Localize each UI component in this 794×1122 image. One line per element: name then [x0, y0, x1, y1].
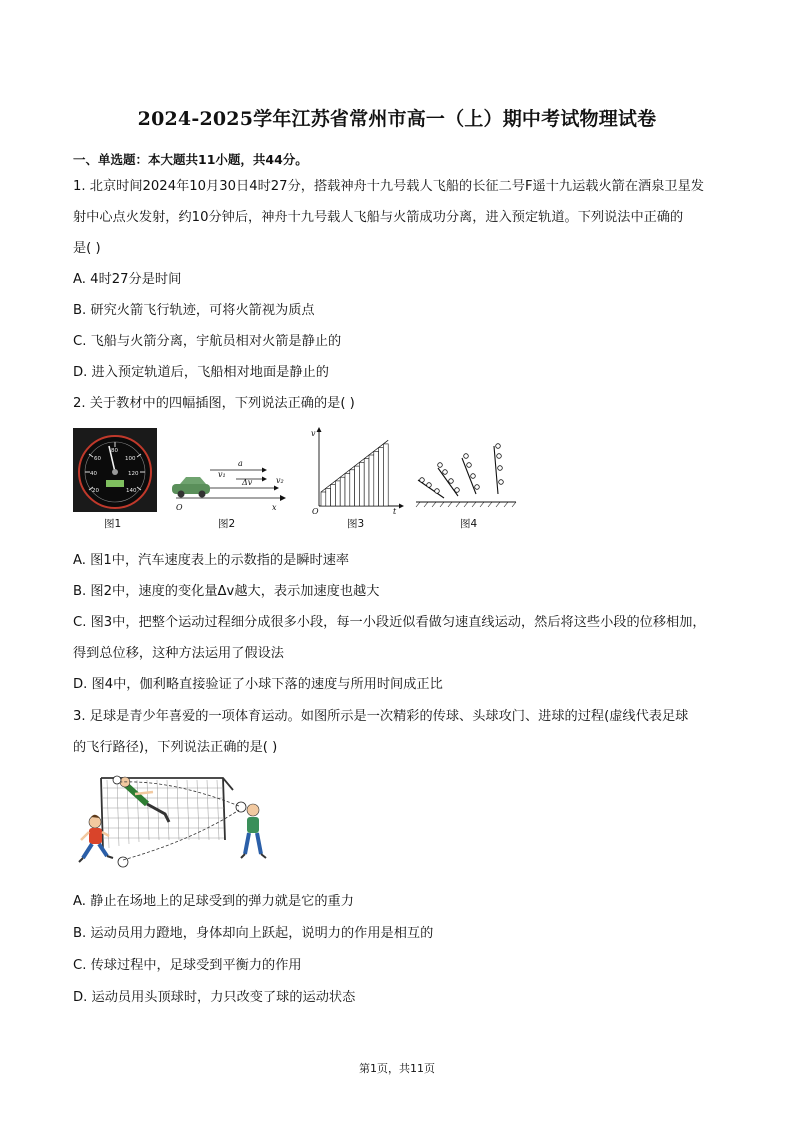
figure-3-caption: 图3: [347, 518, 365, 530]
fig2-label-v1: v₁: [218, 470, 226, 479]
q1-stem-line-1: 1. 北京时间2024年10月30日4时27分，搭载神舟十九号载人飞船的长征二号F遥十九运载火箭在酒泉卫星发: [73, 179, 704, 194]
fig2-label-x: x: [272, 503, 277, 512]
figure-2-caption: 图2: [218, 518, 236, 530]
fig3-label-v: v: [311, 429, 316, 438]
soccer-goal: [101, 778, 233, 850]
ball-path-dashed: [123, 810, 239, 860]
q1-option-b: B. 研究火箭飞行轨迹，可将火箭视为质点: [73, 303, 315, 318]
q1-option-a: A. 4时27分是时间: [73, 272, 182, 287]
fig3-step-bar: [369, 455, 374, 506]
fig3-label-o: O: [312, 507, 319, 514]
fig3-step-bar: [335, 481, 340, 506]
speedo-tick-label: 40: [90, 471, 97, 477]
speedo-tick-label: 120: [128, 471, 139, 477]
q1-option-d: D. 进入预定轨道后，飞船相对地面是静止的: [73, 365, 329, 380]
figure-1-speedometer: [73, 428, 157, 512]
page-title: 2024-2025学年江苏省常州市高一（上）期中考试物理试卷: [137, 108, 657, 130]
fig3-step-bar: [374, 451, 379, 506]
fig3-step-bar: [340, 477, 345, 506]
figure-2-car-vectors: [168, 452, 288, 512]
section-heading: 一、单选题：本大题共11小题，共44分。: [73, 152, 308, 167]
fig2-label-v2: v₂: [276, 476, 284, 485]
fig3-label-t: t: [393, 507, 397, 514]
fig2-label-o: O: [176, 503, 183, 512]
q2-stem: 2. 关于教材中的四幅插图，下列说法正确的是( ): [73, 396, 355, 411]
q1-stem-line-3: 是( ): [73, 241, 101, 256]
fig2-label-a: a: [238, 459, 243, 468]
q2-option-b: B. 图2中，速度的变化量Δv越大，表示加速度也越大: [73, 584, 380, 599]
q3-option-c: C. 传球过程中，足球受到平衡力的作用: [73, 958, 302, 973]
speedo-tick-label: 80: [111, 448, 118, 454]
q3-option-a: A. 静止在场地上的足球受到的弹力就是它的重力: [73, 894, 354, 909]
speedo-tick-label: 20: [92, 488, 99, 494]
figure-4-caption: 图4: [460, 518, 478, 530]
fig3-step-bar: [364, 459, 369, 506]
figure-1-caption: 图1: [104, 518, 122, 530]
fig3-step-bar: [321, 492, 326, 506]
page-footer: 第1页，共11页: [359, 1062, 435, 1075]
speedo-tick-label: 100: [125, 456, 136, 462]
goalkeeper-figure: [120, 777, 169, 822]
q3-option-b: B. 运动员用力蹬地，身体却向上跃起，说明力的作用是相互的: [73, 926, 434, 941]
fig3-step-bar: [326, 488, 331, 506]
q1-stem-line-2: 射中心点火发射，约10分钟后，神舟十九号载人飞船与火箭成功分离，进入预定轨道。下列说法中正确的: [73, 210, 684, 225]
q1-option-c: C. 飞船与火箭分离，宇航员相对火箭是静止的: [73, 334, 342, 349]
player-kicking-figure: [79, 815, 113, 862]
player-heading-figure: [241, 804, 266, 858]
car-icon: [172, 477, 210, 498]
fig3-step-bar: [331, 485, 336, 506]
q2-option-c: C. 图3中，把整个运动过程细分成很多小段，每一小段近似看做匀速直线运动，然后将这些小段的位移相加，: [73, 615, 706, 630]
fig3-step-bar: [345, 474, 350, 507]
figure-soccer-scene: [73, 770, 273, 870]
fig3-step-bar: [379, 448, 384, 506]
fig3-step-bar: [350, 470, 355, 506]
fig2-label-dv: Δv: [242, 478, 253, 487]
figure-3-vt-graph: [305, 426, 405, 514]
speedo-tick-label: 60: [94, 456, 101, 462]
odometer-display: [106, 480, 124, 487]
figure-4-inclines: [414, 440, 518, 510]
q3-stem-line-2: 的飞行路径)，下列说法正确的是( ): [73, 740, 278, 755]
speedo-tick-label: 140: [126, 488, 137, 494]
q2-option-a: A. 图1中，汽车速度表上的示数指的是瞬时速率: [73, 553, 350, 568]
q3-stem-line-1: 3. 足球是青少年喜爱的一项体育运动。如图所示是一次精彩的传球、头球攻门、进球的过程(虚线代表足球: [73, 709, 689, 724]
fig3-step-bar: [355, 466, 360, 506]
q3-option-d: D. 运动员用头顶球时，力只改变了球的运动状态: [73, 990, 356, 1005]
fig3-step-bar: [383, 444, 388, 506]
fig3-step-bar: [359, 462, 364, 506]
q2-option-d: D. 图4中，伽利略直接验证了小球下落的速度与所用时间成正比: [73, 677, 443, 692]
q2-option-c-cont: 得到总位移，这种方法运用了假设法: [73, 646, 284, 661]
